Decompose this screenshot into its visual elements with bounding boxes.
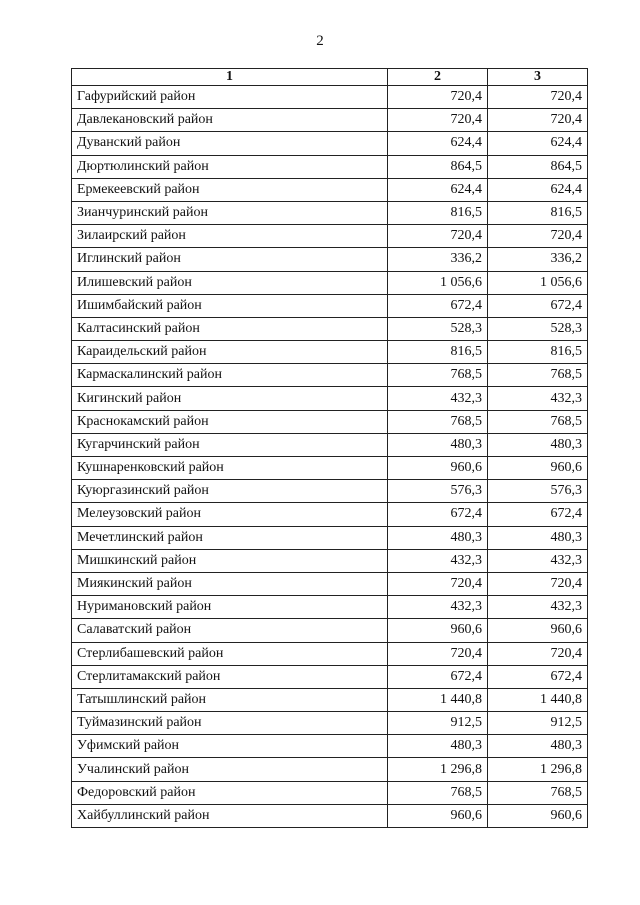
district-name-cell: Зилаирский район bbox=[72, 225, 388, 248]
column-header-3: 3 bbox=[488, 69, 588, 86]
value-cell-col2: 480,3 bbox=[388, 526, 488, 549]
district-name-cell: Ишимбайский район bbox=[72, 294, 388, 317]
value-cell-col2: 960,6 bbox=[388, 804, 488, 827]
header-row bbox=[72, 69, 588, 86]
value-cell-col2: 720,4 bbox=[388, 225, 488, 248]
value-cell-col3: 960,6 bbox=[488, 619, 588, 642]
district-table bbox=[71, 68, 588, 828]
value-cell-col3: 432,3 bbox=[488, 549, 588, 572]
value-cell-col3: 720,4 bbox=[488, 642, 588, 665]
value-cell-col2: 816,5 bbox=[388, 341, 488, 364]
table-row bbox=[72, 503, 588, 526]
table-row bbox=[72, 178, 588, 201]
value-cell-col2: 672,4 bbox=[388, 503, 488, 526]
value-cell-col3: 720,4 bbox=[488, 109, 588, 132]
district-name-cell: Зианчуринский район bbox=[72, 201, 388, 224]
value-cell-col3: 480,3 bbox=[488, 526, 588, 549]
value-cell-col2: 960,6 bbox=[388, 457, 488, 480]
table-row bbox=[72, 410, 588, 433]
district-name-cell: Кушнаренковский район bbox=[72, 457, 388, 480]
value-cell-col2: 1 440,8 bbox=[388, 688, 488, 711]
table-row bbox=[72, 317, 588, 340]
table-row bbox=[72, 132, 588, 155]
table-row bbox=[72, 572, 588, 595]
table-row bbox=[72, 526, 588, 549]
table-row bbox=[72, 549, 588, 572]
value-cell-col3: 672,4 bbox=[488, 665, 588, 688]
value-cell-col3: 336,2 bbox=[488, 248, 588, 271]
district-name-cell: Туймазинский район bbox=[72, 712, 388, 735]
column-header-2: 2 bbox=[388, 69, 488, 86]
value-cell-col3: 768,5 bbox=[488, 410, 588, 433]
value-cell-col2: 480,3 bbox=[388, 433, 488, 456]
value-cell-col2: 720,4 bbox=[388, 642, 488, 665]
table-row bbox=[72, 688, 588, 711]
page-number: 2 bbox=[316, 33, 324, 49]
value-cell-col2: 960,6 bbox=[388, 619, 488, 642]
table-row bbox=[72, 619, 588, 642]
table-row bbox=[72, 433, 588, 456]
table-row bbox=[72, 735, 588, 758]
district-name-cell: Кугарчинский район bbox=[72, 433, 388, 456]
value-cell-col2: 528,3 bbox=[388, 317, 488, 340]
value-cell-col3: 816,5 bbox=[488, 201, 588, 224]
table-row bbox=[72, 248, 588, 271]
district-name-cell: Иглинский район bbox=[72, 248, 388, 271]
district-name-cell: Куюргазинский район bbox=[72, 480, 388, 503]
value-cell-col3: 816,5 bbox=[488, 341, 588, 364]
value-cell-col2: 432,3 bbox=[388, 549, 488, 572]
value-cell-col3: 624,4 bbox=[488, 178, 588, 201]
district-name-cell: Давлекановский район bbox=[72, 109, 388, 132]
district-name-cell: Ермекеевский район bbox=[72, 178, 388, 201]
district-name-cell: Федоровский район bbox=[72, 781, 388, 804]
value-cell-col3: 912,5 bbox=[488, 712, 588, 735]
value-cell-col2: 720,4 bbox=[388, 86, 488, 109]
table-row bbox=[72, 457, 588, 480]
value-cell-col3: 480,3 bbox=[488, 735, 588, 758]
table-row bbox=[72, 642, 588, 665]
district-name-cell: Илишевский район bbox=[72, 271, 388, 294]
district-name-cell: Кармаскалинский район bbox=[72, 364, 388, 387]
value-cell-col3: 576,3 bbox=[488, 480, 588, 503]
district-name-cell: Татышлинский район bbox=[72, 688, 388, 711]
table-row bbox=[72, 596, 588, 619]
value-cell-col3: 1 296,8 bbox=[488, 758, 588, 781]
district-name-cell: Мечетлинский район bbox=[72, 526, 388, 549]
value-cell-col3: 720,4 bbox=[488, 225, 588, 248]
value-cell-col3: 1 440,8 bbox=[488, 688, 588, 711]
value-cell-col3: 672,4 bbox=[488, 503, 588, 526]
value-cell-col2: 480,3 bbox=[388, 735, 488, 758]
value-cell-col2: 768,5 bbox=[388, 781, 488, 804]
column-header-1: 1 bbox=[72, 69, 388, 86]
value-cell-col2: 912,5 bbox=[388, 712, 488, 735]
value-cell-col2: 720,4 bbox=[388, 572, 488, 595]
value-cell-col2: 672,4 bbox=[388, 294, 488, 317]
district-name-cell: Калтасинский район bbox=[72, 317, 388, 340]
district-name-cell: Караидельский район bbox=[72, 341, 388, 364]
value-cell-col2: 1 056,6 bbox=[388, 271, 488, 294]
table-row bbox=[72, 480, 588, 503]
value-cell-col3: 720,4 bbox=[488, 86, 588, 109]
district-name-cell: Миякинский район bbox=[72, 572, 388, 595]
district-name-cell: Стерлибашевский район bbox=[72, 642, 388, 665]
value-cell-col2: 432,3 bbox=[388, 596, 488, 619]
value-cell-col2: 336,2 bbox=[388, 248, 488, 271]
value-cell-col2: 768,5 bbox=[388, 364, 488, 387]
table-row bbox=[72, 804, 588, 827]
table-row bbox=[72, 341, 588, 364]
value-cell-col3: 432,3 bbox=[488, 387, 588, 410]
table-header bbox=[72, 69, 588, 86]
district-name-cell: Гафурийский район bbox=[72, 86, 388, 109]
district-name-cell: Хайбуллинский район bbox=[72, 804, 388, 827]
district-name-cell: Дуванский район bbox=[72, 132, 388, 155]
district-name-cell: Уфимский район bbox=[72, 735, 388, 758]
district-name-cell: Нуримановский район bbox=[72, 596, 388, 619]
table-row bbox=[72, 781, 588, 804]
district-name-cell: Салаватский район bbox=[72, 619, 388, 642]
table-row bbox=[72, 86, 588, 109]
value-cell-col2: 624,4 bbox=[388, 178, 488, 201]
value-cell-col2: 864,5 bbox=[388, 155, 488, 178]
table-row bbox=[72, 271, 588, 294]
table-row bbox=[72, 712, 588, 735]
value-cell-col3: 864,5 bbox=[488, 155, 588, 178]
table-row bbox=[72, 155, 588, 178]
value-cell-col3: 432,3 bbox=[488, 596, 588, 619]
value-cell-col3: 720,4 bbox=[488, 572, 588, 595]
table-row bbox=[72, 758, 588, 781]
value-cell-col3: 1 056,6 bbox=[488, 271, 588, 294]
table-body bbox=[72, 86, 588, 828]
table-row bbox=[72, 225, 588, 248]
value-cell-col3: 528,3 bbox=[488, 317, 588, 340]
district-name-cell: Мелеузовский район bbox=[72, 503, 388, 526]
value-cell-col2: 432,3 bbox=[388, 387, 488, 410]
value-cell-col3: 768,5 bbox=[488, 364, 588, 387]
district-name-cell: Кигинский район bbox=[72, 387, 388, 410]
value-cell-col2: 624,4 bbox=[388, 132, 488, 155]
district-name-cell: Стерлитамакский район bbox=[72, 665, 388, 688]
value-cell-col3: 672,4 bbox=[488, 294, 588, 317]
value-cell-col3: 768,5 bbox=[488, 781, 588, 804]
value-cell-col2: 768,5 bbox=[388, 410, 488, 433]
table-row bbox=[72, 665, 588, 688]
value-cell-col3: 960,6 bbox=[488, 457, 588, 480]
value-cell-col3: 960,6 bbox=[488, 804, 588, 827]
table-row bbox=[72, 201, 588, 224]
value-cell-col2: 720,4 bbox=[388, 109, 488, 132]
table-row bbox=[72, 364, 588, 387]
value-cell-col2: 816,5 bbox=[388, 201, 488, 224]
table-row bbox=[72, 387, 588, 410]
district-name-cell: Учалинский район bbox=[72, 758, 388, 781]
value-cell-col3: 480,3 bbox=[488, 433, 588, 456]
table-row bbox=[72, 294, 588, 317]
value-cell-col2: 672,4 bbox=[388, 665, 488, 688]
table-row bbox=[72, 109, 588, 132]
value-cell-col3: 624,4 bbox=[488, 132, 588, 155]
district-name-cell: Мишкинский район bbox=[72, 549, 388, 572]
value-cell-col2: 1 296,8 bbox=[388, 758, 488, 781]
district-name-cell: Краснокамский район bbox=[72, 410, 388, 433]
value-cell-col2: 576,3 bbox=[388, 480, 488, 503]
district-name-cell: Дюртюлинский район bbox=[72, 155, 388, 178]
